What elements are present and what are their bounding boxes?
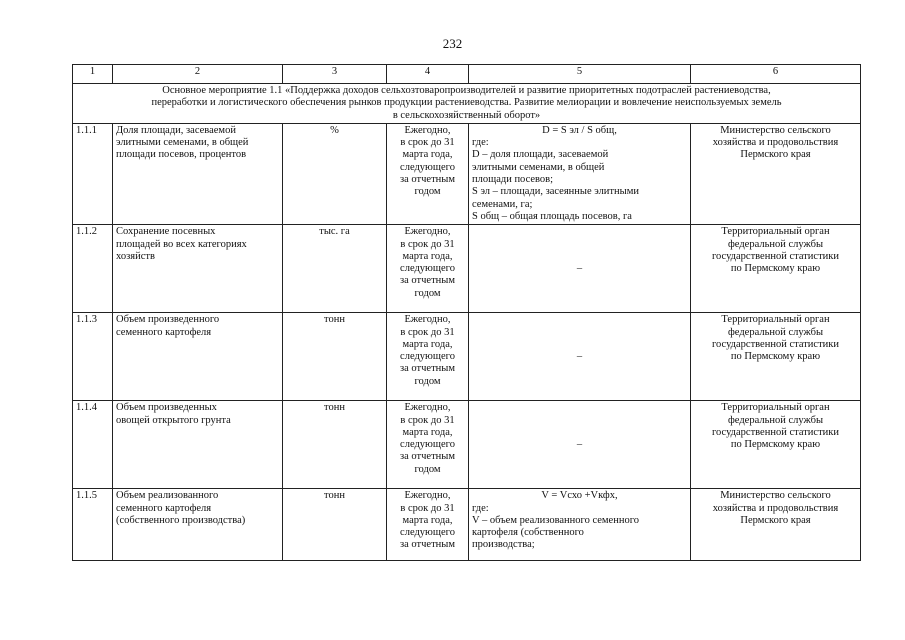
period-line: в срок до 31 [400,238,455,250]
period-cell [387,401,469,489]
formula-expression: V = Vсхо +Vкфх, [541,490,618,502]
unit-cell: тонн [283,489,387,561]
indicator-name-line: Объем реализованного [116,490,219,502]
responsible-line: государственной статистики [711,338,840,350]
period-line: следующего [400,351,455,363]
responsible-cell [691,489,861,561]
period-line: в срок до 31 [400,502,455,514]
responsible-line: федеральной службы [728,414,823,426]
row-code: 1.1.2 [73,225,113,313]
column-header: 2 [113,65,283,84]
formula-cell [469,123,691,224]
period-line: за отчетным [400,363,455,375]
period-line: за отчетным [400,275,455,287]
period-line: следующего [400,263,455,275]
formula-cell: – [469,313,691,401]
page-number: 232 [442,36,463,51]
indicator-name-line: площади посевов, процентов [116,149,247,161]
formula-description-line: V – объем реализованного семенного [472,514,639,526]
table-row [73,123,861,224]
period-line: марта года, [402,338,453,350]
indicator-name-line: (собственного производства) [116,514,246,526]
column-header: 3 [283,65,387,84]
period-line: годом [414,375,441,387]
responsible-line: Пермского края [740,149,811,161]
period-line: в срок до 31 [400,414,455,426]
row-code: 1.1.1 [73,123,113,224]
unit-cell: тыс. га [283,225,387,313]
indicator-name-line: семенного картофеля [116,326,212,338]
responsible-line: федеральной службы [728,326,823,338]
responsible-cell [691,225,861,313]
formula-description-line: семенами, га; [472,198,533,210]
formula-expression: D = S эл / S общ, [542,124,617,136]
indicator-name [113,313,283,401]
responsible-line: по Пермскому краю [730,263,821,275]
header-row [73,65,861,84]
indicator-name-line: Доля площади, засеваемой [116,124,236,136]
responsible-line: государственной статистики [711,426,840,438]
indicator-name-line: Объем произведенных [116,402,217,414]
responsible-line: Министерство сельского [720,490,831,502]
formula-description-line: D – доля площади, засеваемой [472,149,609,161]
period-line: следующего [400,527,455,539]
responsible-line: Министерство сельского [720,124,831,136]
period-cell [387,489,469,561]
period-line: за отчетным [400,174,455,186]
period-line: Ежегодно, [404,314,451,326]
formula-description-line: производства; [472,539,535,551]
indicator-name [113,489,283,561]
period-line: за отчетным [400,539,455,551]
period-cell [387,123,469,224]
indicator-name [113,401,283,489]
indicator-name [113,123,283,224]
indicator-name [113,225,283,313]
period-cell [387,225,469,313]
section-title [73,84,861,124]
table-row [73,401,861,489]
period-line: за отчетным [400,451,455,463]
table-row [73,313,861,401]
responsible-line: государственной статистики [711,250,840,262]
formula-cell: – [469,401,691,489]
formula-description-line: S эл – площади, засеянные элитными [472,186,639,198]
period-line: следующего [400,439,455,451]
period-line: марта года, [402,250,453,262]
period-line: марта года, [402,514,453,526]
unit-cell: % [283,123,387,224]
responsible-line: хозяйства и продовольствия [712,137,839,149]
indicator-name-line: площадей во всех категориях [116,238,247,250]
period-line: годом [414,186,441,198]
indicator-name-line: элитными семенами, в общей [116,137,249,149]
responsible-line: по Пермскому краю [730,439,821,451]
column-header: 4 [387,65,469,84]
row-code: 1.1.3 [73,313,113,401]
period-line: марта года, [402,426,453,438]
indicator-name-line: овощей открытого грунта [116,414,231,426]
responsible-line: Территориальный орган [721,402,830,414]
formula-description-line: площади посевов; [472,174,554,186]
period-line: Ежегодно, [404,402,451,414]
responsible-line: Пермского края [740,514,811,526]
responsible-cell [691,401,861,489]
formula-description-line: картофеля (собственного [472,527,584,539]
period-line: Ежегодно, [404,124,451,136]
table-row [73,225,861,313]
formula-description-line: элитными семенами, в общей [472,161,605,173]
formula-description-line: S общ – общая площадь посевов, га [472,210,632,222]
period-line: годом [414,463,441,475]
responsible-line: федеральной службы [728,238,823,250]
period-line: в срок до 31 [400,326,455,338]
row-code: 1.1.4 [73,401,113,489]
indicator-name-line: хозяйств [116,250,155,262]
period-line: марта года, [402,149,453,161]
column-header: 5 [469,65,691,84]
column-header: 1 [73,65,113,84]
section-title-line: в сельскохозяйственный оборот» [392,109,541,121]
responsible-cell [691,313,861,401]
formula-cell [469,489,691,561]
formula-description-line: где: [472,137,489,149]
formula-description-line: где: [472,502,489,514]
period-line: Ежегодно, [404,226,451,238]
period-line: Ежегодно, [404,490,451,502]
responsible-line: по Пермскому краю [730,351,821,363]
indicators-table [72,64,861,561]
indicator-name-line: Сохранение посевных [116,226,216,238]
period-line: годом [414,287,441,299]
section-title-line: Основное мероприятие 1.1 «Поддержка доходов сельхозтоваропроизводителей и развитие приоритетных подотраслей растениеводства, [162,85,771,96]
column-header: 6 [691,65,861,84]
period-cell [387,313,469,401]
row-code: 1.1.5 [73,489,113,561]
unit-cell: тонн [283,313,387,401]
responsible-line: хозяйства и продовольствия [712,502,839,514]
indicator-name-line: семенного картофеля [116,502,212,514]
formula-cell: – [469,225,691,313]
section-title-line: переработки и логистического обеспечения рынков продукции растениеводства. Развитие мелиорации и вовлечение неиспользуемых земель [151,97,782,109]
table-row [73,489,861,561]
period-line: в срок до 31 [400,137,455,149]
period-line: следующего [400,161,455,173]
responsible-cell [691,123,861,224]
section-row [73,84,861,124]
indicator-name-line: Объем произведенного [116,314,220,326]
responsible-line: Территориальный орган [721,314,830,326]
unit-cell: тонн [283,401,387,489]
responsible-line: Территориальный орган [721,226,830,238]
